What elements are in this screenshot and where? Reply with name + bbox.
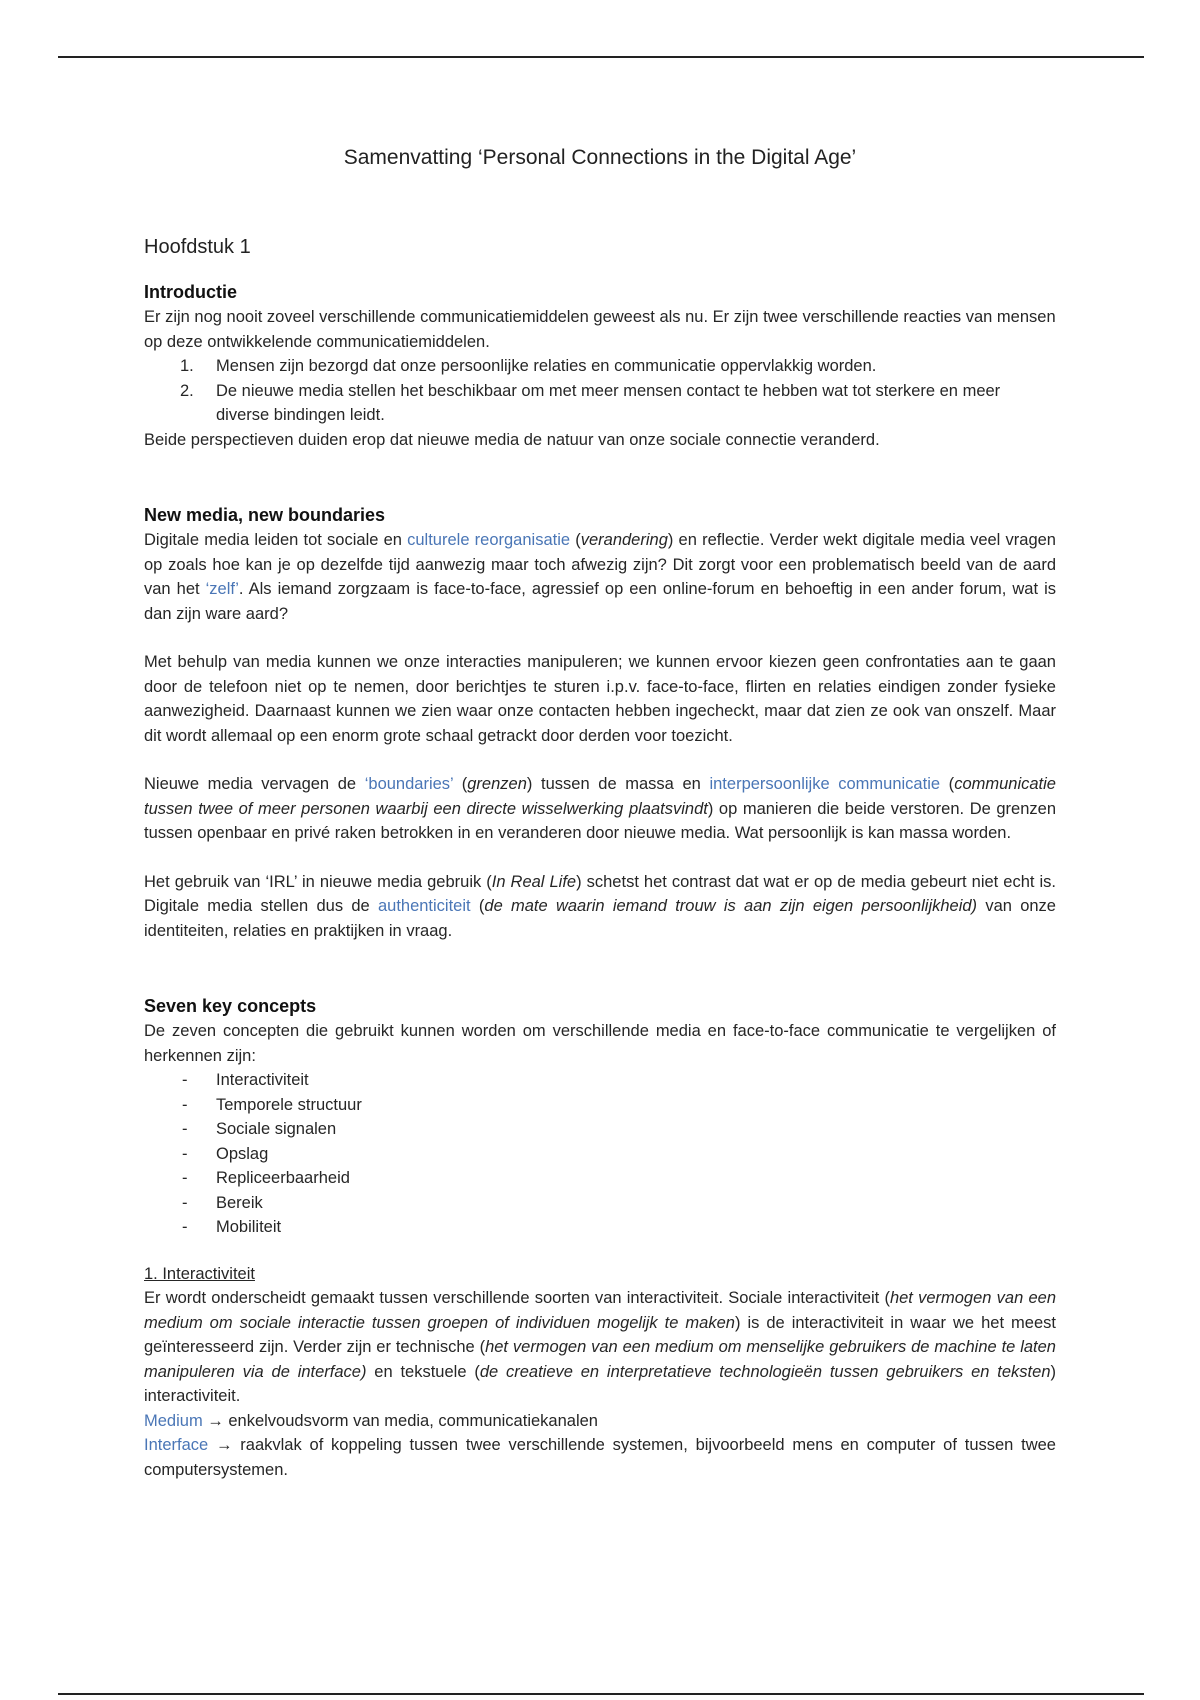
definition-interface: Interface → raakvlak of koppeling tussen twee verschillende systemen, bijvoorbeeld mens en computer of tussen twee computersystemen. — [144, 1436, 1056, 1479]
section-heading-introductie: Introductie — [144, 282, 237, 302]
concepts-list — [144, 1068, 1056, 1240]
list-item — [144, 379, 1056, 428]
footer-rule — [58, 1693, 1144, 1695]
term-interface: Interface — [144, 1436, 209, 1454]
list-item: - Opslag — [182, 1144, 269, 1163]
intro-numbered-list — [144, 354, 1056, 428]
list-item: - Interactiviteit — [182, 1071, 309, 1089]
new-media-paragraph-1: Digitale media leiden tot sociale en culturele reorganisatie (verandering) en reflectie. Verder wekt digitale media veel vragen op zoals hoe kan je op dezelfde tijd aanwezig maar toch afwezig zijn? Dit zorgt voor een problematisch beeld van de aard van het ‘zelf’. Als iemand zorgzaam is face-to-face, agressief op een online-forum en behoeftig in een ander forum, wat is dan zijn ware aard? — [144, 531, 1056, 623]
document-page — [144, 140, 1056, 1482]
list-item: - Bereik — [182, 1193, 263, 1212]
interactiviteit-paragraph: Er wordt onderscheidt gemaakt tussen verschillende soorten van interactiviteit. Sociale interactiviteit (het vermogen van een medium om sociale interactie tussen groepen of individuen mogelijk te maken) is de interactiviteit in waar we het meest geïnteresseerd zijn. Verder zijn er technische (het vermogen van een medium om menselijke gebruikers de machine te laten manipuleren via de interface) en tekstuele (de creatieve en interpretatieve technologieën tussen gebruikers en teksten) interactiviteit. — [144, 1289, 1056, 1405]
list-item — [144, 354, 1056, 379]
list-item: - Temporele structuur — [182, 1095, 362, 1114]
list-item-text: Mensen zijn bezorgd dat onze persoonlijke relaties en communicatie oppervlakkig worden. — [216, 357, 877, 375]
list-item: - Sociale signalen — [182, 1120, 337, 1138]
term-medium: Medium — [144, 1411, 203, 1430]
list-number: 1. — [180, 357, 194, 375]
seven-intro: De zeven concepten die gebruikt kunnen worden om verschillende media en face-to-face communicatie te vergelijken of herkennen zijn: — [144, 1022, 1056, 1065]
term-boundaries: ‘boundaries’ — [364, 775, 454, 793]
list-number: 2. — [180, 381, 194, 400]
list-item: - Repliceerbaarheid — [182, 1169, 350, 1187]
intro-paragraph: Er zijn nog nooit zoveel verschillende communicatiemiddelen geweest als nu. Er zijn twee verschillende reacties van mensen op deze ontwikkelende communicatiemiddelen. — [144, 308, 1056, 351]
document-title: Samenvatting ‘Personal Connections in the Digital Age’ — [343, 146, 857, 169]
list-item: - Mobiliteit — [182, 1218, 282, 1236]
new-media-paragraph-4: Het gebruik van ‘IRL’ in nieuwe media gebruik (In Real Life) schetst het contrast dat wat er op de media gebeurt niet echt is. Digitale media stellen dus de authenticiteit (de mate waarin iemand trouw is aan zijn eigen persoonlijkheid) van onze identiteiten, relaties en praktijken in vraag. — [144, 872, 1056, 940]
intro-conclusion: Beide perspectieven duiden erop dat nieuwe media de natuur van onze sociale connectie veranderd. — [144, 430, 880, 449]
term-interpersoonlijke-communicatie: interpersoonlijke communicatie — [709, 775, 941, 793]
term-authenticiteit: authenticiteit — [377, 897, 471, 915]
term-zelf: ‘zelf’ — [205, 580, 239, 598]
definition-medium: Medium → enkelvoudsvorm van media, communicatiekanalen — [144, 1411, 598, 1430]
chapter-heading: Hoofdstuk 1 — [144, 236, 251, 258]
section-heading-new-media: New media, new boundaries — [144, 505, 386, 525]
header-rule — [58, 56, 1144, 58]
new-media-paragraph-3: Nieuwe media vervagen de ‘boundaries’ (grenzen) tussen de massa en interpersoonlijke communicatie (communicatie tussen twee of meer personen waarbij een directe wisselwerking plaatsvindt) op manieren die beide verstoren. De grenzen tussen openbaar en privé raken betrokken in en veranderen door nieuwe media. Wat persoonlijk is kan massa worden. — [144, 775, 1056, 842]
term-culturele-reorganisatie: culturele reorganisatie — [407, 531, 571, 549]
subheading-interactiviteit: 1. Interactiviteit — [144, 1264, 255, 1283]
new-media-paragraph-2: Met behulp van media kunnen we onze interacties manipuleren; we kunnen ervoor kiezen geen confrontaties aan te gaan door de telefoon niet op te nemen, door berichtjes te sturen i.p.v. face-to-face, flirten en relaties eindigen zonder fysieke aanwezigheid. Daarnaast kunnen we zien waar onze contacten hebben ingecheckt, maar dat zien ze ook van onszelf. Maar dit wordt allemaal op een enorm grote schaal getrackt door derden voor toezicht. — [144, 653, 1056, 745]
list-item-text: De nieuwe media stellen het beschikbaar om met meer mensen contact te hebben wat tot sterkere en meer diverse bindingen leidt. — [216, 381, 1001, 424]
section-heading-seven-key-concepts: Seven key concepts — [144, 996, 317, 1016]
